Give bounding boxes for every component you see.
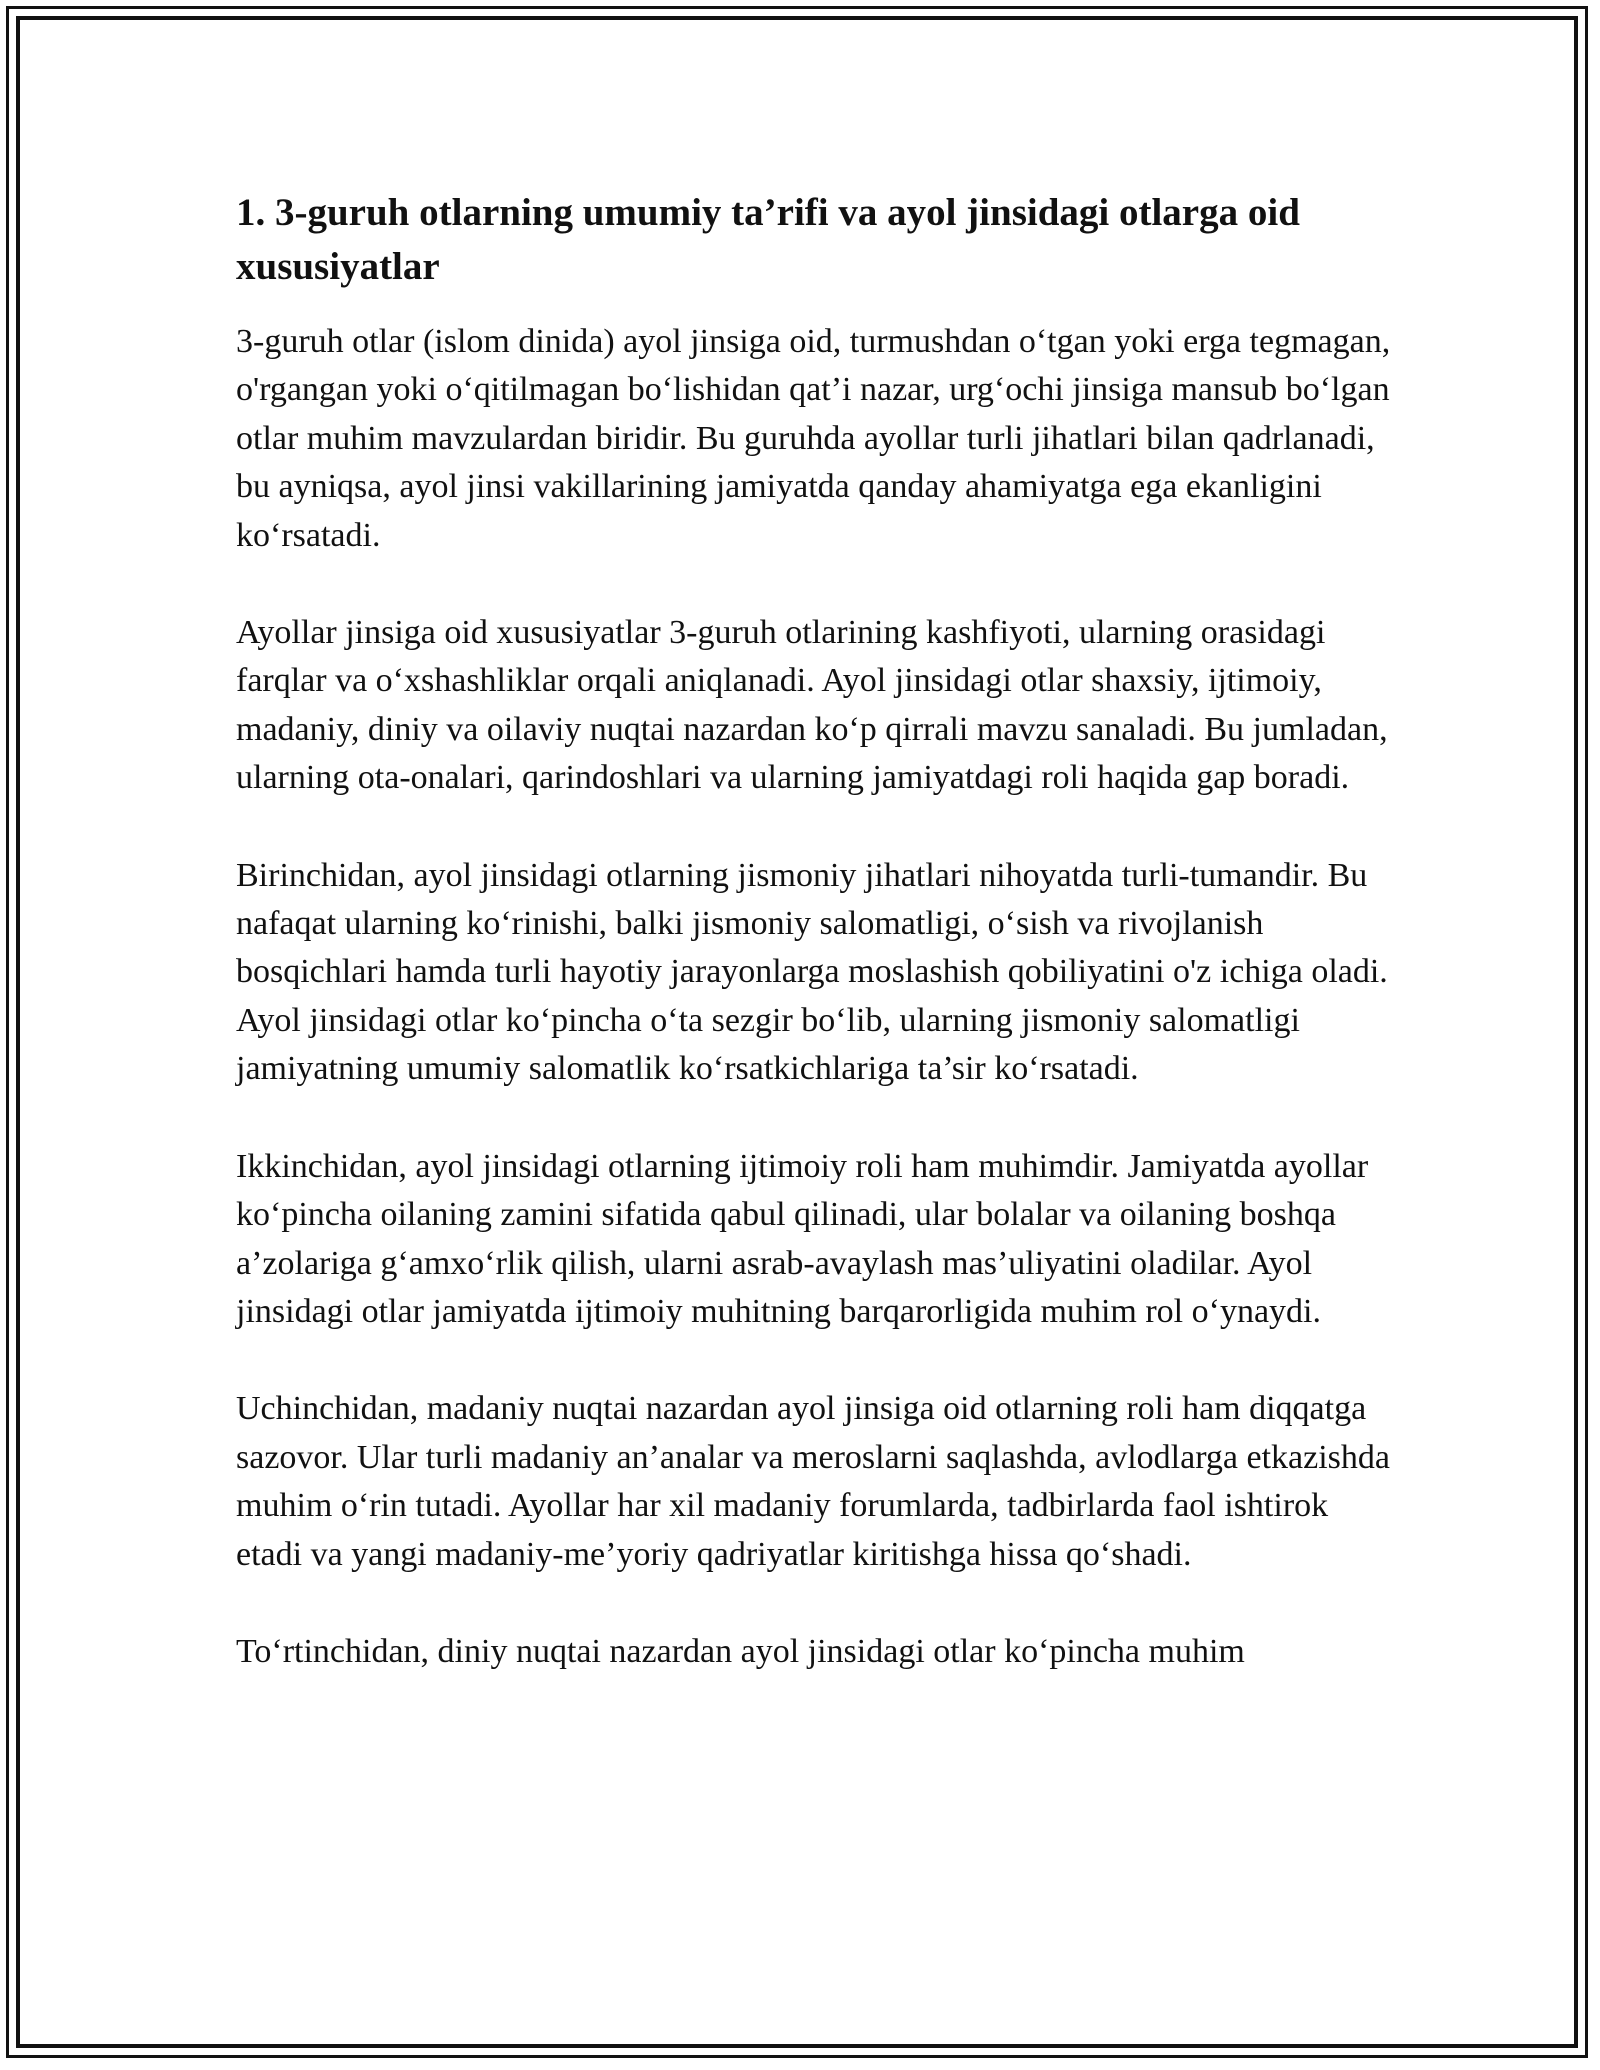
- paragraph-third: Uchinchidan, madaniy nuqtai nazardan ayol jinsiga oid otlarning roli ham diqqatga sazovor. Ular turli madaniy an’analar va meroslarni saqlashda, avlodlarga etkazishda muhim o‘rin tutadi. Ayollar har xil madaniy forumlarda, tadbirlarda faol ishtirok etadi va yangi madaniy-me’yoriy qadriyatlar kiritishga hissa qo‘shadi.: [236, 1390, 1390, 1573]
- paragraph-features: Ayollar jinsiga oid xususiyatlar 3-guruh otlarining kashfiyoti, ularning orasidagi farqlar va o‘xshashliklar orqali aniqlanadi. Ayol jinsidagi otlar shaxsiy, ijtimoiy, madaniy, diniy va oilaviy nuqtai nazardan ko‘p qirrali mavzu sanaladi. Bu jumladan, ularning ota-onalari, qarindoshlari va ularning jamiyatdagi roli haqida gap boradi.: [236, 614, 1388, 797]
- paragraph-first: Birinchidan, ayol jinsidagi otlarning jismoniy jihatlari nihoyatda turli-tumandir. Bu nafaqat ularning ko‘rinishi, balki jismoniy salomatligi, o‘sish va rivojlanish bosqichlari hamda turli hayotiy jarayonlarga moslashish qobiliyatini o'z ichiga oladi. Ayol jinsidagi otlar ko‘pincha o‘ta sezgir bo‘lib, ularning jismoniy salomatligi jamiyatning umumiy salomatlik ko‘rsatkichlariga ta’sir ko‘rsatadi.: [236, 856, 1388, 1088]
- section-heading: 1. 3-guruh otlarning umumiy ta’rifi va ayol jinsidagi otlarga oid xususiyatlar: [236, 191, 1300, 288]
- paragraph-intro: 3-guruh otlar (islom dinida) ayol jinsiga oid, turmushdan o‘tgan yoki erga tegmagan, o'rgangan yoki o‘qitilmagan bo‘lishidan qat’i nazar, urg‘ochi jinsiga mansub bo‘lgan otlar muhim mavzulardan biridir. Bu guruhda ayollar turli jihatlari bilan qadrlanadi, bu ayniqsa, ayol jinsi vakillarining jamiyatda qanday ahamiyatga ega ekanligini ko‘rsatadi.: [236, 323, 1391, 554]
- paragraph-fourth: To‘rtinchidan, diniy nuqtai nazardan ayol jinsidagi otlar ko‘pincha muhim: [236, 1632, 1245, 1670]
- paragraph-second: Ikkinchidan, ayol jinsidagi otlarning ijtimoiy roli ham muhimdir. Jamiyatda ayollar ko‘pincha oilaning zamini sifatida qabul qilinadi, ular bolalar va oilaning boshqa a’zolariga g‘amxo‘rlik qilish, ularni asrab-avaylash mas’uliyatini oladilar. Ayol jinsidagi otlar jamiyatda ijtimoiy muhitning barqarorligida muhim rol o‘ynaydi.: [236, 1147, 1369, 1330]
- document-body: [236, 186, 1396, 1725]
